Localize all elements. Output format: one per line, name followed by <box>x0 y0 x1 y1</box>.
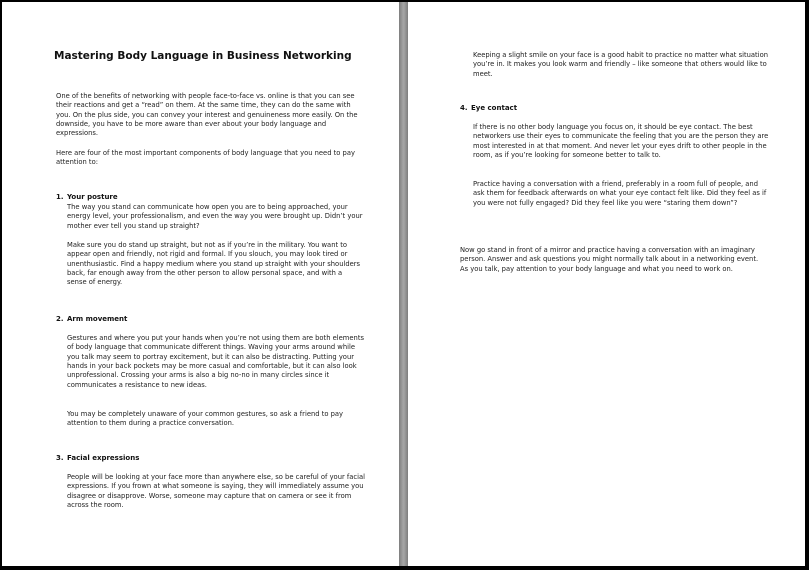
section-2-title: Arm movement <box>67 315 128 323</box>
page-2 <box>408 2 805 566</box>
section-1-number: 1. <box>56 193 64 201</box>
section-2-paragraph-1: Gestures and where you put your hands when you’re not using them are both elements of body language that communicate different things. Waving your arms around while you talk may seem to portray excitement, but it can also be distracting. Putting your hands in your back pockets may be more casual and comfortable, but it can also look unprofessional. Crossing your arms is also a big no-no in many circles since it communicates a resistance to new ideas. <box>67 334 364 389</box>
page-1 <box>2 2 399 566</box>
closing-paragraph: Now go stand in front of a mirror and practice having a conversation with an imaginary person. Answer and ask questions you might normally talk about in a networking event. As you talk, pay attention to your body language and what you need to work on. <box>460 246 759 273</box>
section-3-heading <box>56 454 139 462</box>
section-4-paragraph-1: If there is no other body language you focus on, it should be eye contact. The best networkers use their eyes to communicate the feeling that you are the person they are most interested in at that moment. And never let your eyes drift to other people in the room, as if you’re looking for someone better to talk to. <box>473 123 769 160</box>
section-2-number: 2. <box>56 315 64 323</box>
section-3-title: Facial expressions <box>67 454 140 462</box>
section-2-heading <box>56 315 127 323</box>
intro-paragraph-2: Here are four of the most important components of body language that you need to pay attention to: <box>56 149 355 167</box>
intro-paragraph-1: One of the benefits of networking with people face-to-face vs. online is that you can see their reactions and get a “read” on them. At the same time, they can do the same with you. On the plus side, you can convey your interest and genuineness more easily. On the downside, you have to be more aware than ever about your body language and expressions. <box>56 92 358 138</box>
section-4-heading <box>460 104 517 112</box>
page-gap <box>399 2 408 566</box>
section-1-paragraph-2: Make sure you do stand up straight, but not as if you’re in the military. You want to appear open and friendly, not rigid and formal. If you slouch, you may look tired or unenthusiastic. Find a happy medium where you stand up straight with your shoulders back, far enough away from the other person to allow personal space, and with a sense of energy. <box>67 241 361 287</box>
document-viewer <box>2 2 805 566</box>
section-3-paragraph-1: People will be looking at your face more than anywhere else, so be careful of your facial expressions. If you frown at what someone is saying, they will immediately assume you disagree or disapprove. Worse, someone may capture that on camera or see it from across the room. <box>67 473 366 510</box>
section-1-heading <box>56 193 118 201</box>
section-4-title: Eye contact <box>471 104 518 112</box>
section-3-paragraph-2: Keeping a slight smile on your face is a good habit to practice no matter what situation you’re in. It makes you look warm and friendly – like someone that others would like to meet. <box>473 51 768 78</box>
section-1-paragraph-1: The way you stand can communicate how open you are to being approached, your energy level, your professionalism, and even the way you were brought up. Didn’t your mother ever tell you stand up straight? <box>67 203 363 230</box>
section-3-number: 3. <box>56 454 64 462</box>
document-title: Mastering Body Language in Business Networking <box>54 50 352 62</box>
section-1-title: Your posture <box>67 193 118 201</box>
section-4-paragraph-2: Practice having a conversation with a friend, preferably in a room full of people, and ask them for feedback afterwards on what your eye contact felt like. Did they feel as if you were not fully engaged? Did they feel like you were “staring them down”? <box>473 180 767 207</box>
section-2-paragraph-2: You may be completely unaware of your common gestures, so ask a friend to pay attention to them during a practice conversation. <box>67 410 344 428</box>
section-4-number: 4. <box>460 104 468 112</box>
